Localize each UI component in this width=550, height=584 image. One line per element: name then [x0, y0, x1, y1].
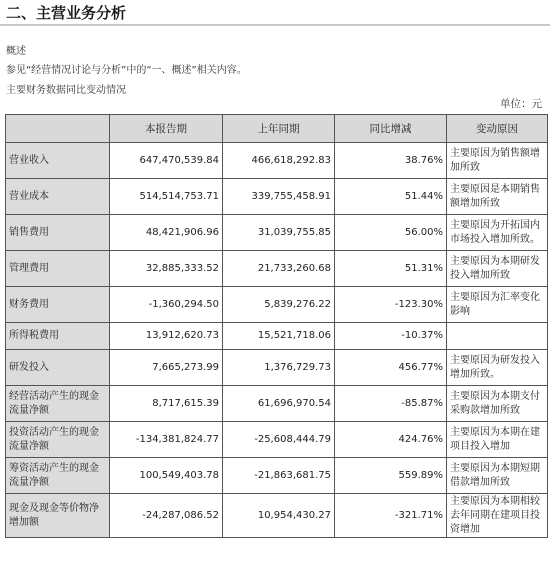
overview-text: 参见“经营情况讨论与分析”中的“一、概述”相关内容。 — [6, 65, 247, 76]
table-row — [6, 458, 548, 494]
row-reason — [447, 323, 548, 350]
header-label — [6, 115, 110, 143]
row-label: 财务费用 — [6, 287, 110, 323]
unit-label: 单位：元 — [500, 98, 542, 110]
row-reason: 主要原因为销售额增加所致 — [447, 143, 548, 179]
row-current: 647,470,539.84 — [110, 143, 223, 179]
row-reason: 主要原因为汇率变化影响 — [447, 287, 548, 323]
table-row — [6, 179, 548, 215]
header-change: 同比增减 — [335, 115, 447, 143]
row-reason: 主要原因是本期销售额增加所致 — [447, 179, 548, 215]
row-change: -123.30% — [335, 287, 447, 323]
table-row — [6, 143, 548, 179]
table-row — [6, 494, 548, 538]
row-change: 51.31% — [335, 251, 447, 287]
row-change: -10.37% — [335, 323, 447, 350]
section-header — [0, 0, 550, 26]
row-previous: 5,839,276.22 — [223, 287, 335, 323]
row-previous: 31,039,755.85 — [223, 215, 335, 251]
row-previous: 61,696,970.54 — [223, 386, 335, 422]
row-label: 营业收入 — [6, 143, 110, 179]
row-previous: 15,521,718.06 — [223, 323, 335, 350]
row-reason: 主要原因为本期相较去年同期在建项目投资增加 — [447, 494, 548, 538]
table-row — [6, 323, 548, 350]
table-row — [6, 386, 548, 422]
table-row — [6, 287, 548, 323]
row-previous: -21,863,681.75 — [223, 458, 335, 494]
row-reason: 主要原因为本期在建项目投入增加 — [447, 422, 548, 458]
overview-title: 概述 — [6, 46, 26, 57]
row-change: 456.77% — [335, 350, 447, 386]
table-row — [6, 251, 548, 287]
row-current: 7,665,273.99 — [110, 350, 223, 386]
row-current: 8,717,615.39 — [110, 386, 223, 422]
row-label: 经营活动产生的现金流量净额 — [6, 386, 110, 422]
table-row — [6, 215, 548, 251]
row-current: 514,514,753.71 — [110, 179, 223, 215]
row-label: 投资活动产生的现金流量净额 — [6, 422, 110, 458]
row-current: -134,381,824.77 — [110, 422, 223, 458]
row-change: -321.71% — [335, 494, 447, 538]
row-current: -1,360,294.50 — [110, 287, 223, 323]
row-current: 100,549,403.78 — [110, 458, 223, 494]
row-previous: 10,954,430.27 — [223, 494, 335, 538]
row-label: 管理费用 — [6, 251, 110, 287]
table-row — [6, 422, 548, 458]
row-change: 51.44% — [335, 179, 447, 215]
row-reason: 主要原因为研发投入增加所致。 — [447, 350, 548, 386]
row-current: -24,287,086.52 — [110, 494, 223, 538]
row-current: 13,912,620.73 — [110, 323, 223, 350]
row-reason: 主要原因为本期研发投入增加所致 — [447, 251, 548, 287]
row-previous: 1,376,729.73 — [223, 350, 335, 386]
row-reason: 主要原因为本期短期借款增加所致 — [447, 458, 548, 494]
row-change: -85.87% — [335, 386, 447, 422]
financial-table — [5, 114, 548, 538]
subsection-title: 主要财务数据同比变动情况 — [6, 85, 126, 96]
row-label: 研发投入 — [6, 350, 110, 386]
table-row — [6, 350, 548, 386]
row-label: 现金及现金等价物净增加额 — [6, 494, 110, 538]
header-reason: 变动原因 — [447, 115, 548, 143]
header-current: 本报告期 — [110, 115, 223, 143]
row-change: 559.89% — [335, 458, 447, 494]
row-previous: 21,733,260.68 — [223, 251, 335, 287]
table-header-row — [6, 115, 548, 143]
row-label: 筹资活动产生的现金流量净额 — [6, 458, 110, 494]
row-change: 38.76% — [335, 143, 447, 179]
row-label: 销售费用 — [6, 215, 110, 251]
header-previous: 上年同期 — [223, 115, 335, 143]
row-reason: 主要原因为本期支付采购款增加所致 — [447, 386, 548, 422]
row-current: 48,421,906.96 — [110, 215, 223, 251]
row-change: 56.00% — [335, 215, 447, 251]
section-title: 二、主营业务分析 — [6, 4, 127, 22]
row-previous: 339,755,458.91 — [223, 179, 335, 215]
row-label: 所得税费用 — [6, 323, 110, 350]
row-current: 32,885,333.52 — [110, 251, 223, 287]
row-change: 424.76% — [335, 422, 447, 458]
row-label: 营业成本 — [6, 179, 110, 215]
row-previous: 466,618,292.83 — [223, 143, 335, 179]
row-previous: -25,608,444.79 — [223, 422, 335, 458]
row-reason: 主要原因为开拓国内市场投入增加所致。 — [447, 215, 548, 251]
